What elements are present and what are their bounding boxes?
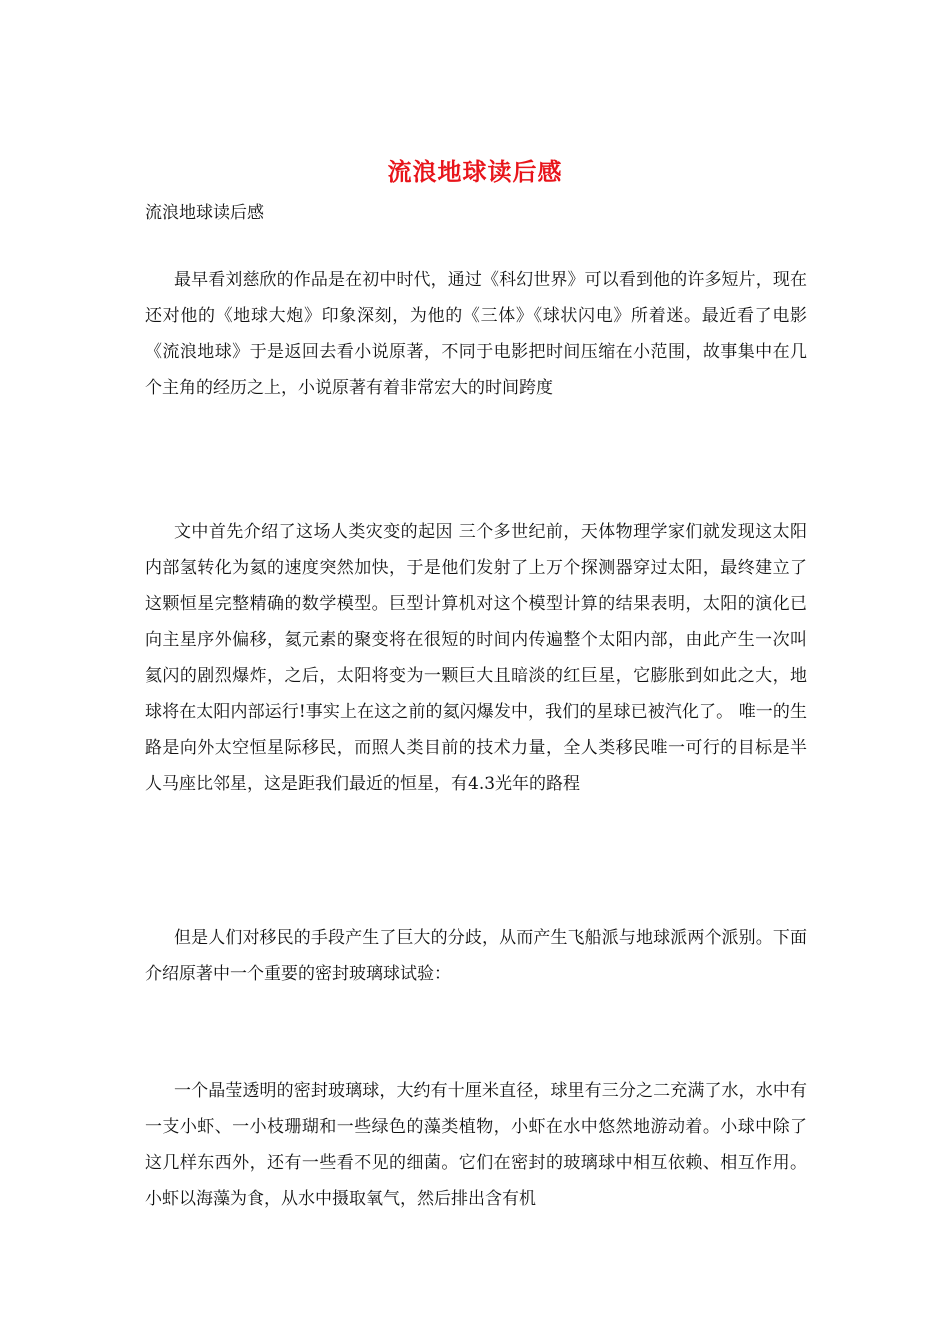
paragraph-1: 最早看刘慈欣的作品是在初中时代，通过《科幻世界》可以看到他的许多短片，现在还对他的《地球大炮》印象深刻，为他的《三体》《球状闪电》所着迷。最近看了电影《流浪地球》于是返回去看小说原著，不同于电影把时间压缩在小范围，故事集中在几个主角的经历之上，小说原著有着非常宏大的时间跨度	[145, 270, 807, 398]
document-title: 流浪地球读后感	[387, 157, 563, 186]
document-subtitle: 流浪地球读后感	[145, 203, 264, 223]
paragraph-4: 一个晶莹透明的密封玻璃球，大约有十厘米直径，球里有三分之二充满了水，水中有一支小虾、一小枝珊瑚和一些绿色的藻类植物，小虾在水中悠然地游动着。小球中除了这几样东西外，还有一些看不见的细菌。它们在密封的玻璃球中相互依赖、相互作用。小虾以海藻为食，从水中摄取氧气，然后排出含有机	[145, 1081, 807, 1209]
paragraph-3: 但是人们对移民的手段产生了巨大的分歧，从而产生飞船派与地球派两个派别。下面介绍原著中一个重要的密封玻璃球试验：	[145, 928, 807, 984]
paragraph-2: 文中首先介绍了这场人类灾变的起因 三个多世纪前，天体物理学家们就发现这太阳内部氢转化为氦的速度突然加快，于是他们发射了上万个探测器穿过太阳，最终建立了这颗恒星完整精确的数学模型。巨型计算机对这个模型计算的结果表明，太阳的演化已向主星序外偏移，氦元素的聚变将在很短的时间内传遍整个太阳内部，由此产生一次叫氦闪的剧烈爆炸，之后，太阳将变为一颗巨大且暗淡的红巨星，它膨胀到如此之大，地球将在太阳内部运行!事实上在这之前的氦闪爆发中，我们的星球已被汽化了。 唯一的生路是向外太空恒星际移民，而照人类目前的技术力量，全人类移民唯一可行的目标是半人马座比邻星，这是距我们最近的恒星，有4.3光年的路程	[145, 522, 807, 794]
